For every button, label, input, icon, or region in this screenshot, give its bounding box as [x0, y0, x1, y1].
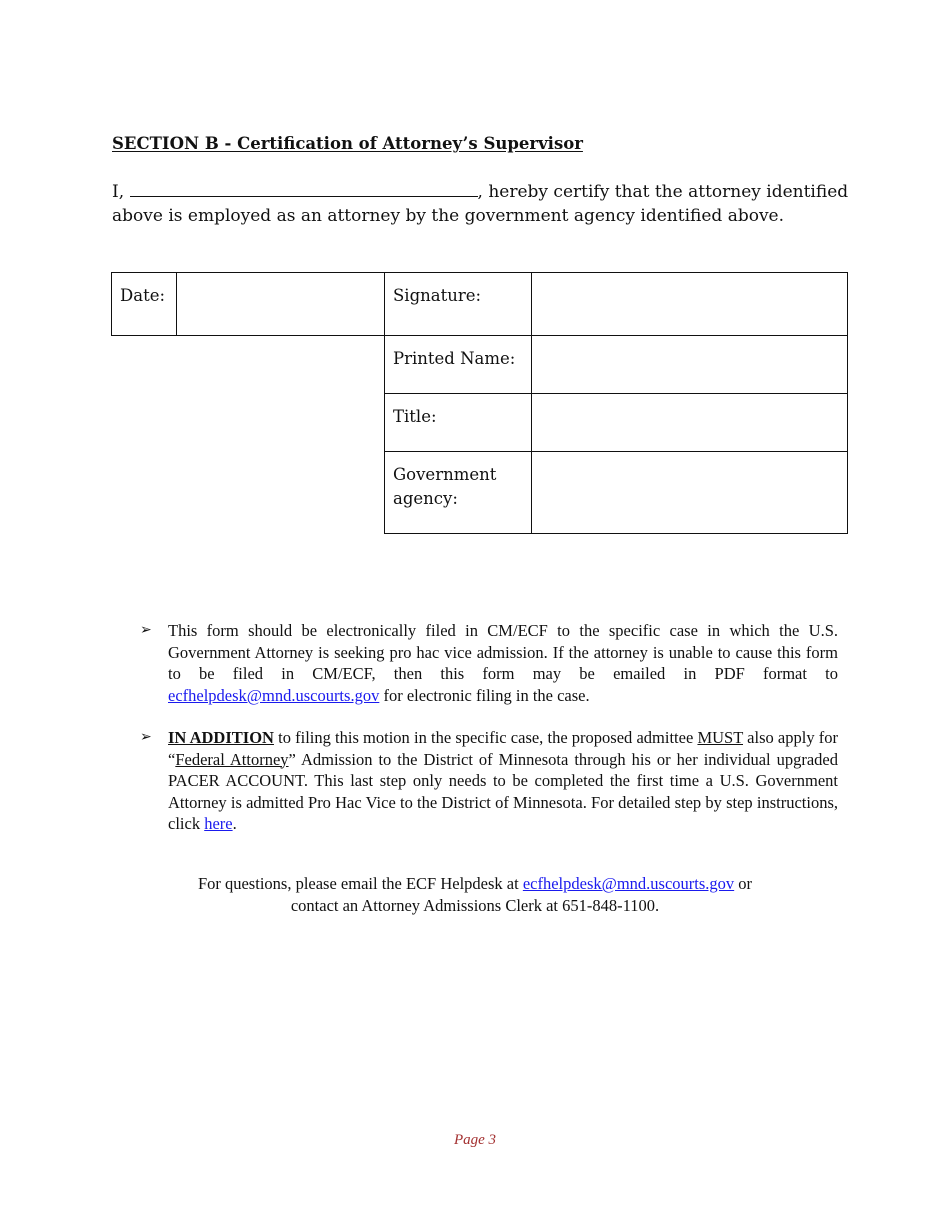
cert-suffix: , hereby certify that the attorney identified above is employed as an attorney by the government agency identified above. [112, 182, 849, 226]
note-addition-text: IN ADDITION to filing this motion in the specific case, the proposed admittee MUST also apply for “Federal Attorney” Admission to the District of Minnesota through his or her individual upgraded PACER ACCOUNT. This last step only needs to be completed the first time a U.S. Government Attorney is admitted Pro Hac Vice to the District of Minnesota. For detailed step by step instructions, click here. [168, 728, 838, 833]
supervisor-name-blank[interactable] [130, 179, 478, 197]
agency-label: Government agency: [385, 452, 532, 534]
list-item [140, 727, 838, 835]
must-emphasis: MUST [697, 728, 743, 747]
in-addition-emphasis: IN ADDITION [168, 728, 274, 747]
title-label: Title: [385, 394, 532, 452]
signature-field[interactable] [532, 273, 848, 336]
page-number: Page 3 [453, 1132, 497, 1148]
printed-name-label: Printed Name: [385, 336, 532, 394]
date-field[interactable] [177, 273, 385, 336]
date-label: Date: [112, 273, 177, 336]
section-heading: SECTION B - Certification of Attorney’s Supervisor [112, 134, 583, 153]
signature-label: Signature: [385, 273, 532, 336]
agency-field[interactable] [532, 452, 848, 534]
instructions-here-link[interactable]: here [204, 814, 233, 833]
printed-name-field[interactable] [532, 336, 848, 394]
list-item [140, 620, 838, 706]
helpdesk-email-link[interactable]: ecfhelpdesk@mnd.uscourts.gov [168, 685, 380, 705]
title-field[interactable] [532, 394, 848, 452]
contact-footer: For questions, please email the ECF Helpdesk at ecfhelpdesk@mnd.uscourts.gov or contact an Attorney Admissions Clerk at 651-848-1100. [197, 874, 753, 915]
arrow-bullet-icon: ➢ [140, 730, 152, 745]
footer-email-link[interactable]: ecfhelpdesk@mnd.uscourts.gov [522, 874, 735, 893]
federal-attorney-term: Federal Attorney [175, 749, 289, 769]
certification-statement [112, 179, 852, 228]
note-filing-text: This form should be electronically filed in CM/ECF to the specific case in which the U.S. Government Attorney is seeking pro hac vice admission. If the attorney is unable to cause this form to be filed in CM/ECF, then this form may be emailed in PDF format to ecfhelpdesk@mnd.uscourts.gov for electronic filing in the case. [168, 621, 838, 705]
supervisor-form-table [111, 272, 848, 534]
instructions-list [140, 620, 838, 856]
cert-prefix: I, [112, 182, 125, 202]
arrow-bullet-icon: ➢ [140, 623, 152, 638]
